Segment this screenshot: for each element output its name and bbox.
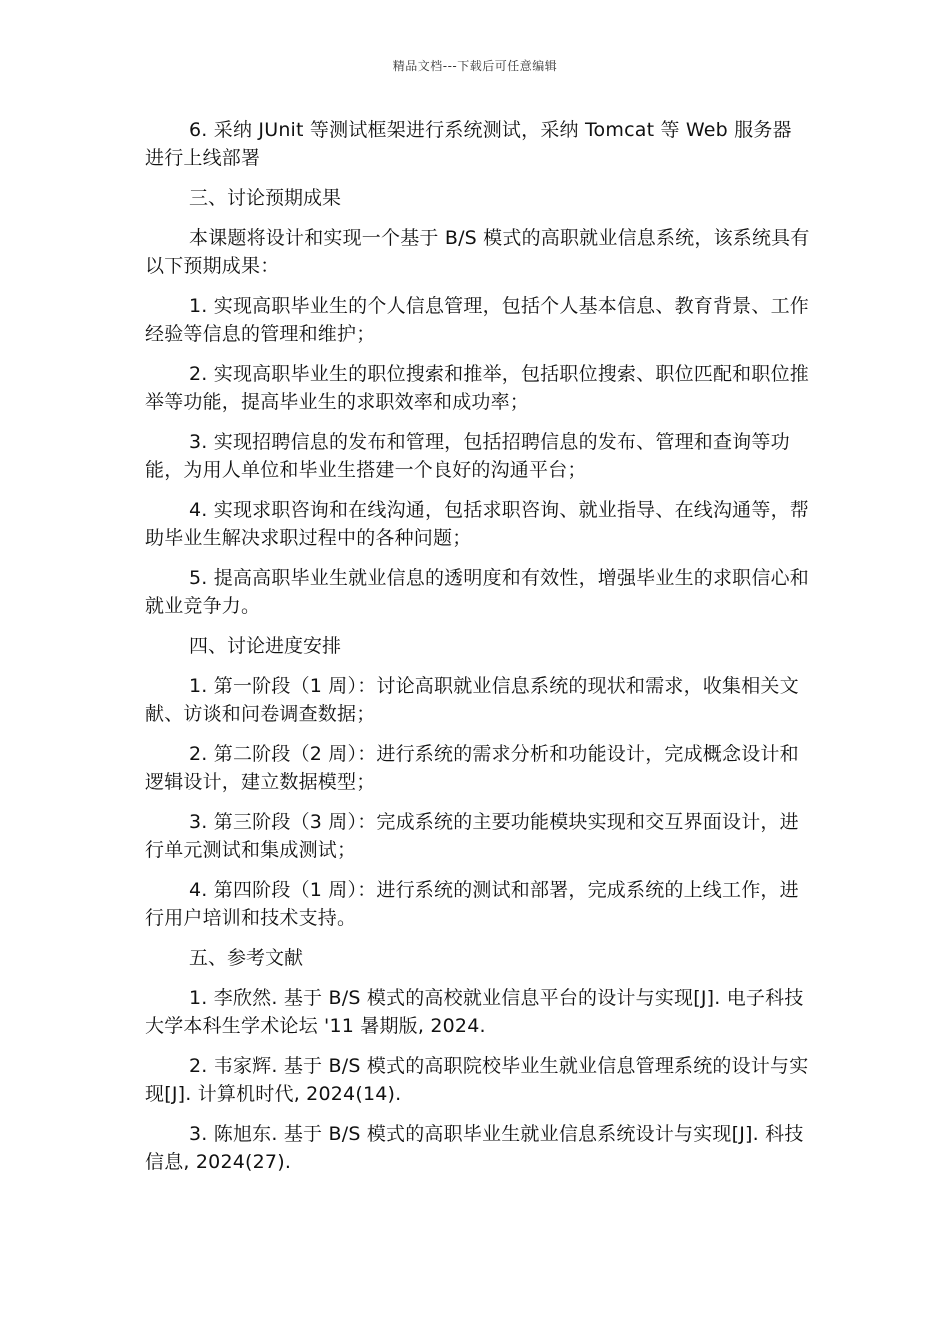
result-item-1: 1. 实现高职毕业生的个人信息管理，包括个人基本信息、教育背景、工作经验等信息的管理和维护； bbox=[145, 295, 809, 345]
document-body bbox=[145, 116, 810, 1188]
result-item-5: 5. 提高高职毕业生就业信息的透明度和有效性，增强毕业生的求职信心和就业竞争力。 bbox=[145, 567, 809, 617]
section-heading-references: 五、参考文献 bbox=[189, 947, 304, 969]
paragraph-intro-item-6: 6. 采纳 JUnit 等测试框架进行系统测试，采纳 Tomcat 等 Web 服务器进行上线部署 bbox=[145, 119, 792, 169]
page-header-watermark: 精品文档---下载后可任意编辑 bbox=[392, 59, 558, 73]
reference-item-1: 1. 李欣然. 基于 B/S 模式的高校就业信息平台的设计与实现[J]. 电子科技大学本科生学术论坛 '11 暑期版, 2024. bbox=[145, 987, 804, 1037]
section-heading-schedule: 四、讨论进度安排 bbox=[189, 635, 342, 657]
schedule-item-2: 2. 第二阶段（2 周）：进行系统的需求分析和功能设计，完成概念设计和逻辑设计，建立数据模型； bbox=[145, 743, 799, 793]
result-item-3: 3. 实现招聘信息的发布和管理，包括招聘信息的发布、管理和查询等功能，为用人单位和毕业生搭建一个良好的沟通平台； bbox=[145, 431, 790, 481]
schedule-item-1: 1. 第一阶段（1 周）：讨论高职就业信息系统的现状和需求，收集相关文献、访谈和问卷调查数据； bbox=[145, 675, 799, 725]
result-item-2: 2. 实现高职毕业生的职位搜索和推举，包括职位搜索、职位匹配和职位推举等功能，提高毕业生的求职效率和成功率； bbox=[145, 363, 809, 413]
reference-item-3: 3. 陈旭东. 基于 B/S 模式的高职毕业生就业信息系统设计与实现[J]. 科技信息, 2024(27). bbox=[145, 1123, 804, 1173]
schedule-item-4: 4. 第四阶段（1 周）：进行系统的测试和部署，完成系统的上线工作，进行用户培训和技术支持。 bbox=[145, 879, 799, 929]
schedule-item-3: 3. 第三阶段（3 周）：完成系统的主要功能模块实现和交互界面设计，进行单元测试和集成测试； bbox=[145, 811, 799, 861]
paragraph-results-intro: 本课题将设计和实现一个基于 B/S 模式的高职就业信息系统，该系统具有以下预期成果： bbox=[145, 227, 810, 277]
result-item-4: 4. 实现求职咨询和在线沟通，包括求职咨询、就业指导、在线沟通等，帮助毕业生解决求职过程中的各种问题； bbox=[145, 499, 809, 549]
reference-item-2: 2. 韦家辉. 基于 B/S 模式的高职院校毕业生就业信息管理系统的设计与实现[J]. 计算机时代, 2024(14). bbox=[145, 1055, 809, 1105]
section-heading-expected-results: 三、讨论预期成果 bbox=[189, 187, 342, 209]
